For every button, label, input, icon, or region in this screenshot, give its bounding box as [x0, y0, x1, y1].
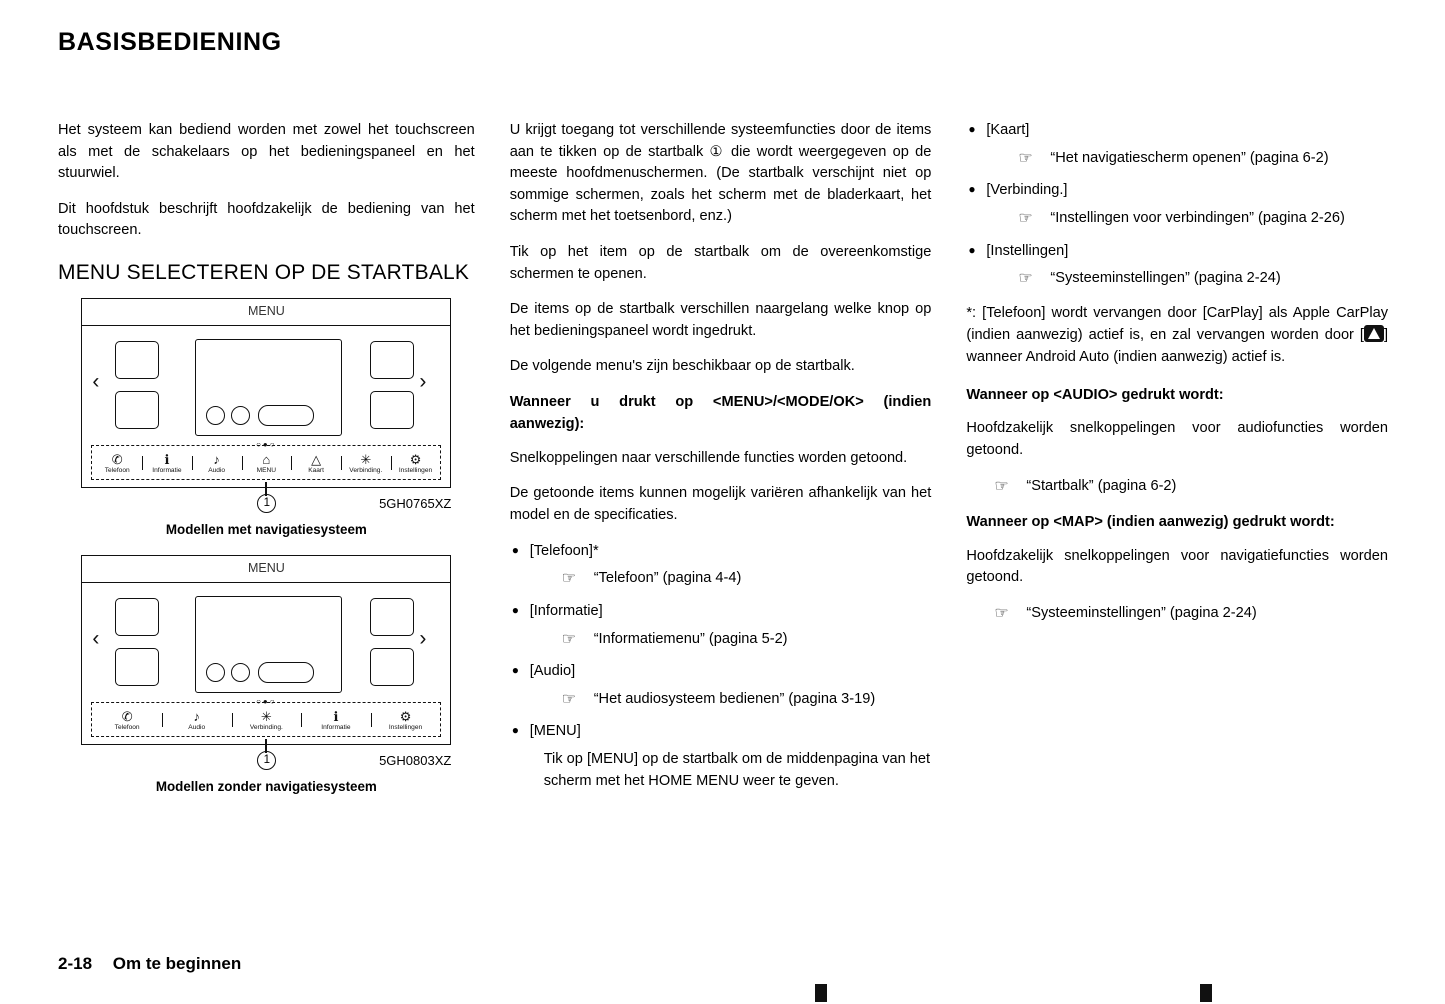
startbar-label: Kaart [308, 466, 324, 474]
startbar-label: Verbinding. [249, 723, 283, 731]
startbar-label: Informatie [152, 466, 182, 474]
paragraph-intro-2: Dit hoofdstuk beschrijft hoofdzakelijk de bediening van het touchscreen. [58, 200, 475, 239]
paragraph-items-vary: De getoonde items kunnen mogelijk variëren afhankelijk van het model en de specificaties. [509, 485, 932, 523]
startbar-label: MENU [256, 466, 277, 474]
bullet-icon: ● [968, 122, 976, 136]
page-footer [58, 954, 241, 974]
chevron-left-icon: ‹ [92, 627, 100, 651]
device-button-top-right [370, 598, 414, 636]
three-column-layout [58, 120, 1388, 803]
phone-icon: ✆ [111, 451, 123, 467]
startbar-item-verbinding [232, 709, 302, 731]
list-item [510, 661, 932, 711]
cross-reference [562, 629, 932, 651]
paragraph-items-differ: De items op de startbalk verschillen naargelang welke knop op het bedieningspaneel wordt ingedrukt. [509, 301, 932, 339]
startbar-label: Audio [188, 723, 206, 731]
list-item [510, 541, 932, 591]
print-mark-2 [1200, 984, 1212, 1002]
reference-text: “Systeeminstellingen” (pagina 2-24) [1026, 605, 1257, 622]
audio-icon: ♪ [193, 708, 200, 724]
cross-reference [1018, 208, 1388, 230]
list-item [510, 721, 932, 793]
device-menu-label-2: MENU [247, 561, 285, 576]
footnote-text-a: *: [Telefoon] wordt vervangen door [CarPlay] als Apple CarPlay (indien aanwezig) actief is, en zal vervangen worden door [ [966, 304, 1388, 343]
startbar-item-audio [162, 709, 232, 731]
reference-text: “Informatiemenu” (pagina 5-2) [593, 630, 788, 647]
reference-text: “Telefoon” (pagina 4-4) [593, 570, 742, 587]
page-dots: ○●○ [256, 697, 277, 707]
device-pill-button [258, 405, 314, 426]
device-button-bottom-left [115, 648, 159, 686]
device-divider [82, 582, 450, 583]
paragraph-tap-item: Tik op het item op de startbalk om de overeenkomstige schermen te openen. [509, 243, 932, 282]
startbar-item-instellingen [371, 709, 441, 731]
page-dots: ○●○ [256, 440, 277, 450]
cross-reference [562, 689, 932, 711]
bullet-icon: ● [511, 663, 519, 678]
pointing-hand-icon: ☞ [994, 477, 1009, 495]
startbar-label: Instellingen [388, 723, 423, 731]
heading-menu-mode: Wanneer u drukt op <MENU>/<MODE/OK> (indien aanwezig): [509, 393, 932, 432]
figure-code: 5GH0803XZ [379, 753, 452, 769]
reference-text: “Systeeminstellingen” (pagina 2-24) [1050, 270, 1281, 287]
chevron-right-icon: › [419, 370, 427, 394]
callout-number: 1 [257, 494, 276, 513]
reference-text: “Instellingen voor verbindingen” (pagina 2-26) [1050, 210, 1345, 227]
startbar-label: Verbinding. [349, 466, 383, 474]
menu-item-label: [Audio] [529, 663, 576, 680]
bullet-icon: ● [968, 242, 976, 257]
paragraph-map: Hoofdzakelijk snelkoppelingen voor navigatiefuncties worden getoond. [966, 547, 1388, 586]
callout-number: 1 [257, 751, 276, 770]
startbar-label: Telefoon [104, 466, 130, 474]
reference-text: “Startbalk” (pagina 6-2) [1026, 477, 1177, 494]
startbar-label: Audio [208, 466, 226, 474]
head-unit-illustration-2 [81, 555, 451, 745]
heading-audio: Wanneer op <AUDIO> gedrukt wordt: [966, 386, 1224, 403]
startbar-item-menu [242, 452, 292, 474]
bluetooth-icon: ✳ [260, 708, 272, 724]
pointing-hand-icon: ☞ [561, 630, 577, 648]
pointing-hand-icon: ☞ [561, 690, 577, 708]
device-pill-button [258, 662, 314, 683]
phone-icon: ✆ [121, 708, 133, 724]
bullet-icon: ● [968, 182, 976, 197]
startbar-item-telefoon [92, 709, 162, 731]
paragraph-intro-1: Het systeem kan bediend worden met zowel het touchscreen als met de schakelaars op het bedieningspaneel en het stuurwiel. [58, 122, 475, 182]
menu-item-list-continued [966, 120, 1388, 291]
bluetooth-icon: ✳ [360, 451, 372, 467]
list-item [966, 241, 1388, 291]
startbar-label: Instellingen [398, 466, 433, 474]
column-middle [510, 120, 932, 803]
device-divider [82, 325, 450, 326]
paragraph-audio: Hoofdzakelijk snelkoppelingen voor audiofuncties worden getoond. [966, 420, 1388, 458]
startbar-item-kaart [291, 452, 341, 474]
section-heading: MENU SELECTEREN OP DE STARTBALK [58, 260, 470, 284]
chapter-name: Om te beginnen [112, 954, 242, 973]
device-menu-label-1: MENU [247, 304, 285, 319]
paragraph-available-menus: De volgende menu's zijn beschikbaar op de startbalk. [509, 358, 855, 375]
audio-icon: ♪ [213, 451, 220, 467]
device-button-bottom-right [370, 391, 414, 429]
column-left [58, 120, 475, 803]
pointing-hand-icon: ☞ [561, 570, 577, 588]
menu-item-label: [Instellingen] [986, 242, 1069, 259]
heading-map: Wanneer op <MAP> (indien aanwezig) gedrukt wordt: [966, 513, 1335, 530]
device-button-top-right [370, 341, 414, 379]
cross-reference [562, 568, 932, 590]
startbar-item-informatie [142, 452, 192, 474]
column-right [966, 120, 1388, 803]
cross-reference [1018, 268, 1388, 290]
startbar-label: Telefoon [114, 723, 140, 731]
figure-without-navigation [58, 555, 475, 794]
android-auto-icon [1364, 325, 1384, 342]
list-item [966, 180, 1388, 230]
callout-2 [81, 745, 451, 773]
startbar-item-informatie [301, 709, 371, 731]
figure-with-navigation [58, 298, 475, 537]
footnote-carplay [966, 303, 1388, 369]
print-mark-1 [815, 984, 827, 1002]
menu-item-label: [Telefoon]* [529, 542, 599, 559]
device-button-top-left [115, 598, 159, 636]
list-item [966, 120, 1388, 170]
info-icon: ℹ [164, 451, 170, 467]
chevron-right-icon: › [419, 627, 427, 651]
paragraph-shortcuts: Snelkoppelingen naar verschillende functies worden getoond. [509, 449, 908, 466]
startbar-item-telefoon [92, 452, 142, 474]
reference-text: “Het navigatiescherm openen” (pagina 6-2) [1050, 149, 1329, 166]
startbar-1 [91, 445, 441, 480]
device-button-bottom-left [115, 391, 159, 429]
menu-item-label: [MENU] [529, 723, 581, 740]
startbar-label: Informatie [321, 723, 351, 731]
figure-caption-1: Modellen met navigatiesysteem [165, 522, 367, 538]
reference-text: “Het audiosysteem bedienen” (pagina 3-19) [593, 690, 876, 707]
bullet-icon: ● [511, 542, 519, 557]
figure-code: 5GH0765XZ [379, 496, 452, 512]
footnote-text-b: ] wanneer Android Auto (indien aanwezig) actief is. [966, 326, 1388, 365]
info-icon: ℹ [333, 708, 339, 724]
startbar-item-instellingen [391, 452, 441, 474]
callout-1 [81, 488, 451, 516]
startbar-2 [91, 702, 441, 737]
figure-caption-2: Modellen zonder navigatiesysteem [155, 779, 377, 795]
menu-item-note: Tik op [MENU] op de startbalk om de middenpagina van het scherm met het HOME MENU weer te geven. [543, 751, 931, 790]
pointing-hand-icon: ☞ [994, 605, 1009, 623]
menu-item-list [510, 541, 932, 794]
pointing-hand-icon: ☞ [1018, 270, 1033, 288]
bullet-icon: ● [511, 602, 519, 617]
menu-item-label: [Kaart] [986, 122, 1030, 138]
settings-icon: ⚙ [399, 708, 412, 724]
list-item [510, 601, 932, 651]
map-icon: △ [311, 451, 322, 467]
cross-reference [1018, 148, 1388, 170]
device-button-top-left [115, 341, 159, 379]
startbar-item-verbinding [341, 452, 391, 474]
cross-reference-map [994, 603, 1388, 625]
pointing-hand-icon: ☞ [1018, 149, 1033, 167]
paragraph-startbar-access: U krijgt toegang tot verschillende systeemfuncties door de items aan te tikken op de startbalk ① die wordt weergegeven op de meeste hoofdmenuschermen. (De startbalk verschijnt niet op sommige schermen, zoals het scherm met de bladerkaart, het scherm met het toetsenbord, enz.) [509, 122, 932, 225]
menu-item-label: [Verbinding.] [986, 182, 1068, 199]
bullet-icon: ● [511, 723, 519, 738]
page-number: 2-18 [58, 954, 93, 973]
startbar-item-audio [192, 452, 242, 474]
device-button-bottom-right [370, 648, 414, 686]
cross-reference-audio [994, 476, 1388, 498]
chevron-left-icon: ‹ [92, 370, 100, 394]
menu-item-label: [Informatie] [529, 602, 603, 619]
settings-icon: ⚙ [409, 451, 422, 467]
home-icon: ⌂ [262, 451, 271, 467]
head-unit-illustration-1 [81, 298, 451, 488]
page-title: BASISBEDIENING [58, 28, 282, 56]
pointing-hand-icon: ☞ [1018, 210, 1033, 228]
